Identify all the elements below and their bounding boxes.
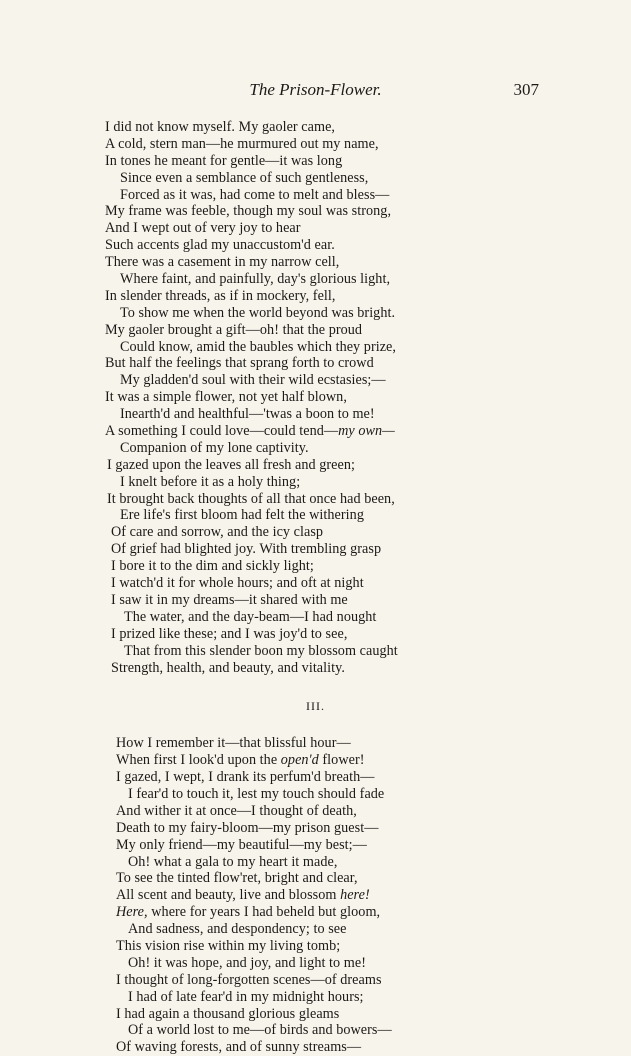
poem-line: How I remember it—that blissful hour—	[116, 735, 351, 752]
poem-line: Could know, amid the baubles which they prize,	[120, 338, 397, 355]
poem-line: To show me when the world beyond was bright.	[120, 304, 396, 321]
poem-line: It brought back thoughts of all that once had been,	[107, 490, 395, 507]
poem-line-text: where for years I had beheld but gloom,	[151, 904, 381, 921]
poem-line: Of care and sorrow, and the icy clasp	[111, 524, 324, 541]
poem-line: This vision rise within my living tomb;	[116, 937, 341, 954]
poem-line: In tones he meant for gentle—it was long	[105, 152, 343, 169]
poem-line: In slender threads, as if in mockery, fell,	[105, 287, 336, 304]
poem-line: I saw it in my dreams—it shared with me	[111, 591, 348, 608]
emphasis-here: Here,	[116, 904, 148, 921]
poem-line-text: flower!	[322, 752, 365, 769]
poem-line: But half the feelings that sprang forth to crowd	[105, 355, 374, 372]
poem-line: Ere life's first bloom had felt the withering	[120, 507, 364, 524]
poem-line: A cold, stern man—he murmured out my name,	[105, 135, 379, 152]
poem-line: I bore it to the dim and sickly light;	[111, 558, 314, 575]
poem-line: I gazed upon the leaves all fresh and green;	[107, 456, 356, 473]
poem-line: Oh! what a gala to my heart it made,	[128, 853, 338, 870]
poem-line: I did not know myself. My gaoler came,	[105, 119, 336, 135]
poem-line: Of waving forests, and of sunny streams—	[116, 1039, 362, 1056]
poem-line: Such accents glad my unaccustom'd ear.	[105, 237, 335, 254]
poem-line: I knelt before it as a holy thing;	[120, 473, 301, 490]
poem-line	[0, 752, 631, 769]
poem-line: I fear'd to touch it, lest my touch should fade	[128, 785, 385, 802]
poem-line: My gladden'd soul with their wild ecstasies;—	[120, 372, 386, 389]
poem-line: Since even a semblance of such gentleness,	[120, 169, 369, 186]
poem-line: I gazed, I wept, I drank its perfum'd breath—	[116, 769, 375, 786]
stanza-1	[0, 119, 631, 676]
poem-line	[0, 904, 631, 921]
poem-line-text: When first I look'd upon the	[116, 752, 278, 769]
stanza-gap	[0, 676, 631, 698]
poem-line: I had again a thousand glorious gleams	[116, 1005, 340, 1022]
poem-line: Of grief had blighted joy. With trembling grasp	[111, 541, 382, 558]
poem-line: It was a simple flower, not yet half blown,	[105, 389, 347, 406]
running-title: The Prison-Flower.	[249, 80, 382, 99]
poem-line: Where faint, and painfully, day's glorious light,	[120, 271, 391, 288]
section-number: III.	[306, 699, 325, 714]
emphasis-my-own: my own—	[338, 423, 395, 440]
poem-line: There was a casement in my narrow cell,	[105, 254, 340, 271]
poem-line: That from this slender boon my blossom caught	[124, 642, 398, 659]
poem-body	[0, 119, 631, 1056]
poem-line: Companion of my lone captivity.	[120, 439, 309, 456]
poem-line: Death to my fairy-bloom—my prison guest—	[116, 819, 379, 836]
poem-line: And I wept out of very joy to hear	[105, 220, 301, 237]
emphasis-here: here!	[340, 887, 370, 904]
stanza-3	[0, 735, 631, 1056]
poem-line: Oh! it was hope, and joy, and light to me!	[128, 954, 366, 971]
poem-line: The water, and the day-beam—I had nought	[124, 608, 377, 625]
poem-line	[0, 887, 631, 904]
poem-line	[0, 423, 631, 440]
poem-line: I prized like these; and I was joy'd to see,	[111, 625, 348, 642]
poem-line: And sadness, and despondency; to see	[128, 921, 347, 938]
poem-line: My only friend—my beautiful—my best;—	[116, 836, 367, 853]
poem-line: I watch'd it for whole hours; and oft at night	[111, 575, 364, 592]
poem-line: My gaoler brought a gift—oh! that the proud	[105, 321, 363, 338]
poem-line: Of a world lost to me—of birds and bowers—	[128, 1022, 392, 1039]
poem-line: To see the tinted flow'ret, bright and clear,	[116, 870, 358, 887]
poem-line-text: A something I could love—could tend—	[105, 423, 339, 440]
emphasis-opend: open'd	[280, 752, 319, 769]
poem-line: And wither it at once—I thought of death,	[116, 802, 357, 819]
poem-line: Forced as it was, had come to melt and bless—	[120, 186, 390, 203]
page-header	[0, 80, 631, 104]
poem-line: My frame was feeble, though my soul was strong,	[105, 203, 392, 220]
poem-line-text: All scent and beauty, live and blossom	[116, 887, 337, 904]
poem-line: I thought of long-forgotten scenes—of dreams	[116, 971, 382, 988]
poem-line: I had of late fear'd in my midnight hours;	[128, 988, 364, 1005]
stanza-gap	[0, 715, 631, 735]
poem-line: Inearth'd and healthful—'twas a boon to me!	[120, 406, 375, 423]
page-number: 307	[513, 80, 539, 99]
poem-line: Strength, health, and beauty, and vitality.	[111, 659, 345, 676]
